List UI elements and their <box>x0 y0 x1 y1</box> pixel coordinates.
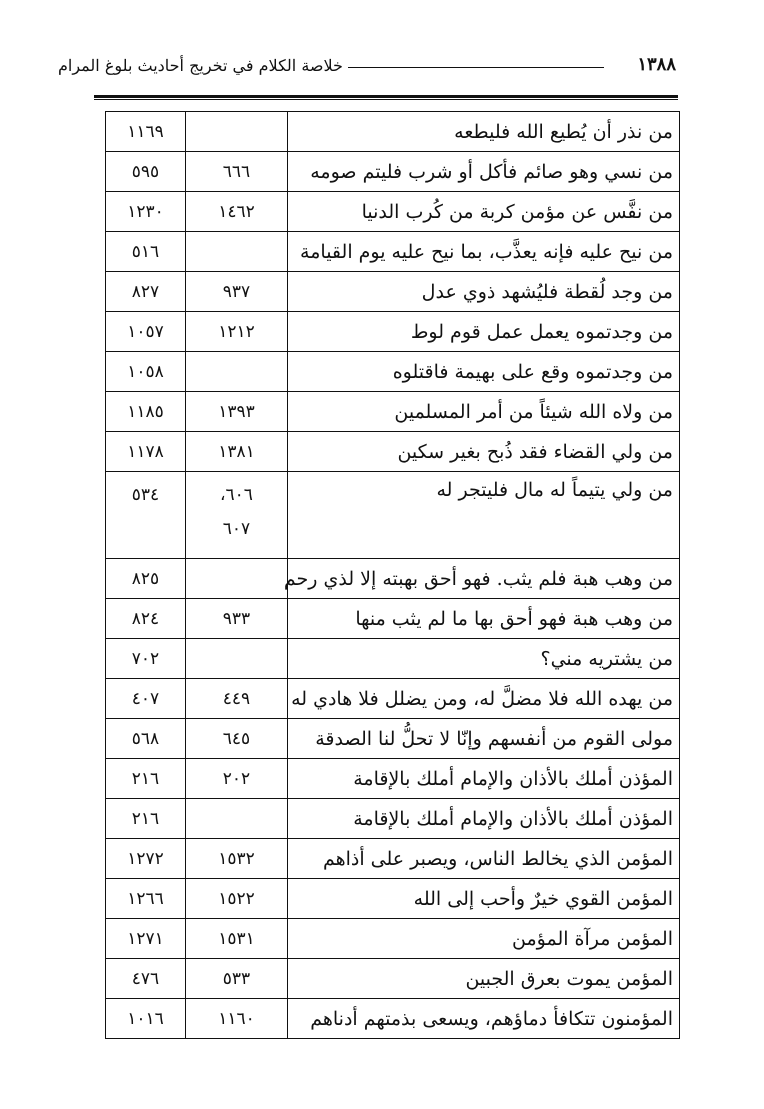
page-reference-cell: ١٢٧١ <box>106 919 186 959</box>
page-reference-cell: ٨٢٧ <box>106 272 186 312</box>
page-reference-cell: ١١٦٩ <box>106 112 186 152</box>
hadith-text-cell: المؤذن أملك بالأذان والإمام أملك بالإقامة <box>288 759 680 799</box>
page-reference-cell: ٥١٦ <box>106 232 186 272</box>
page-reference-cell: ٢١٦ <box>106 759 186 799</box>
hadith-text-cell: من يشتريه مني؟ <box>288 639 680 679</box>
table-row <box>106 432 680 472</box>
page-reference-cell: ٤٧٦ <box>106 959 186 999</box>
table-row <box>106 639 680 679</box>
hadith-number-cell: ٦٦٦ <box>186 152 288 192</box>
hadith-number-cell: ٦٤٥ <box>186 719 288 759</box>
hadith-text-cell: المؤمن مرآة المؤمن <box>288 919 680 959</box>
hadith-text-cell: من ولاه الله شيئاً من أمر المسلمين <box>288 392 680 432</box>
hadith-number-cell: ٥٣٣ <box>186 959 288 999</box>
hadith-number-cell: ١٢١٢ <box>186 312 288 352</box>
hadith-number-cell <box>186 352 288 392</box>
table-row <box>106 719 680 759</box>
hadith-number-line: ٦٠٦، <box>220 485 253 505</box>
hadith-number-cell: ٩٣٧ <box>186 272 288 312</box>
table-row <box>106 879 680 919</box>
page-reference-cell: ١١٨٥ <box>106 392 186 432</box>
hadith-text-cell: من نيح عليه فإنه يعذَّب، بما نيح عليه يوم القيامة <box>288 232 680 272</box>
hadith-text-cell: من ولي القضاء فقد ذُبح بغير سكين <box>288 432 680 472</box>
hadith-text-cell: المؤمن الذي يخالط الناس، ويصبر على أذاهم <box>288 839 680 879</box>
hadith-number-cell: ١٥٢٢ <box>186 879 288 919</box>
page-reference-cell: ٥٣٤ <box>106 472 186 559</box>
hadith-text-cell: مولى القوم من أنفسهم وإنّا لا تحلُّ لنا الصدقة <box>288 719 680 759</box>
table-row <box>106 152 680 192</box>
page-reference-cell: ١٢٦٦ <box>106 879 186 919</box>
table-row <box>106 312 680 352</box>
hadith-number-cell: ١٣٨١ <box>186 432 288 472</box>
table-row <box>106 959 680 999</box>
page-reference-cell: ١٢٣٠ <box>106 192 186 232</box>
hadith-text-cell: من نفَّس عن مؤمن كربة من كُرب الدنيا <box>288 192 680 232</box>
hadith-text-cell: المؤذن أملك بالأذان والإمام أملك بالإقامة <box>288 799 680 839</box>
hadith-number-cell <box>186 559 288 599</box>
page-reference-cell: ٨٢٥ <box>106 559 186 599</box>
hadith-number-cell <box>186 112 288 152</box>
page-reference-cell: ١٠٥٧ <box>106 312 186 352</box>
table-row <box>106 999 680 1039</box>
page-reference-cell: ١١٧٨ <box>106 432 186 472</box>
table-row <box>106 392 680 432</box>
table-row <box>106 559 680 599</box>
table-row <box>106 679 680 719</box>
page-number: ١٣٨٨ <box>637 54 676 75</box>
hadith-text-cell: المؤمنون تتكافأ دماؤهم، ويسعى بذمتهم أدناهم <box>288 999 680 1039</box>
page-reference-cell: ٤٠٧ <box>106 679 186 719</box>
hadith-text-cell: من يهده الله فلا مضلَّ له، ومن يضلل فلا هادي له <box>288 679 680 719</box>
hadith-number-cell <box>186 232 288 272</box>
page-reference-cell: ٥٦٨ <box>106 719 186 759</box>
hadith-text-cell: المؤمن يموت بعرق الجبين <box>288 959 680 999</box>
table-row <box>106 232 680 272</box>
hadith-number-line: ٦٠٧ <box>222 519 251 539</box>
hadith-number-cell <box>186 799 288 839</box>
table-row <box>106 799 680 839</box>
hadith-index-table <box>105 111 680 1039</box>
hadith-text-cell: من وجد لُقطة فليُشهد ذوي عدل <box>288 272 680 312</box>
hadith-text-cell: من ولي يتيماً له مال فليتجر له <box>288 472 680 559</box>
page-reference-cell: ١٠٥٨ <box>106 352 186 392</box>
page-reference-cell: ٨٢٤ <box>106 599 186 639</box>
hadith-number-cell: ١٥٣١ <box>186 919 288 959</box>
page-reference-cell: ٥٩٥ <box>106 152 186 192</box>
hadith-number-cell: ٢٠٢ <box>186 759 288 799</box>
table-row <box>106 192 680 232</box>
hadith-text-cell: من وهب هبة فهو أحق بها ما لم يثب منها <box>288 599 680 639</box>
hadith-number-cell: ٩٣٣ <box>186 599 288 639</box>
hadith-text-cell: من وجدتموه وقع على بهيمة فاقتلوه <box>288 352 680 392</box>
table-row <box>106 472 680 559</box>
table-row <box>106 839 680 879</box>
hadith-text-cell: من نسي وهو صائم فأكل أو شرب فليتم صومه <box>288 152 680 192</box>
hadith-text-cell: من وجدتموه يعمل عمل قوم لوط <box>288 312 680 352</box>
hadith-number-cell: ٤٤٩ <box>186 679 288 719</box>
table-row <box>106 599 680 639</box>
table-row <box>106 112 680 152</box>
hadith-number-cell: ١٣٩٣ <box>186 392 288 432</box>
hadith-text-cell: من نذر أن يُطيع الله فليطعه <box>288 112 680 152</box>
hadith-number-cell <box>186 639 288 679</box>
table-row <box>106 272 680 312</box>
header-separator-line <box>348 67 604 68</box>
page-reference-cell: ٢١٦ <box>106 799 186 839</box>
hadith-number-cell: ١٤٦٢ <box>186 192 288 232</box>
page-reference-cell: ١٠١٦ <box>106 999 186 1039</box>
page-reference-cell: ١٢٧٢ <box>106 839 186 879</box>
header-rule-thick <box>94 95 678 98</box>
running-title: خلاصة الكلام في تخريج أحاديث بلوغ المرام <box>58 56 343 75</box>
table-row <box>106 759 680 799</box>
header-rule-thin <box>94 99 678 100</box>
hadith-text-cell: من وهب هبة فلم يثب. فهو أحق بهبته إلا لذي رحم <box>288 559 680 599</box>
hadith-number-cell: ١٥٣٢ <box>186 839 288 879</box>
hadith-number-cell: ١١٦٠ <box>186 999 288 1039</box>
hadith-number-cell <box>186 472 288 559</box>
table-row <box>106 352 680 392</box>
page-header <box>58 52 676 82</box>
hadith-text-cell: المؤمن القوي خيرٌ وأحب إلى الله <box>288 879 680 919</box>
page-reference-cell: ٧٠٢ <box>106 639 186 679</box>
table-row <box>106 919 680 959</box>
